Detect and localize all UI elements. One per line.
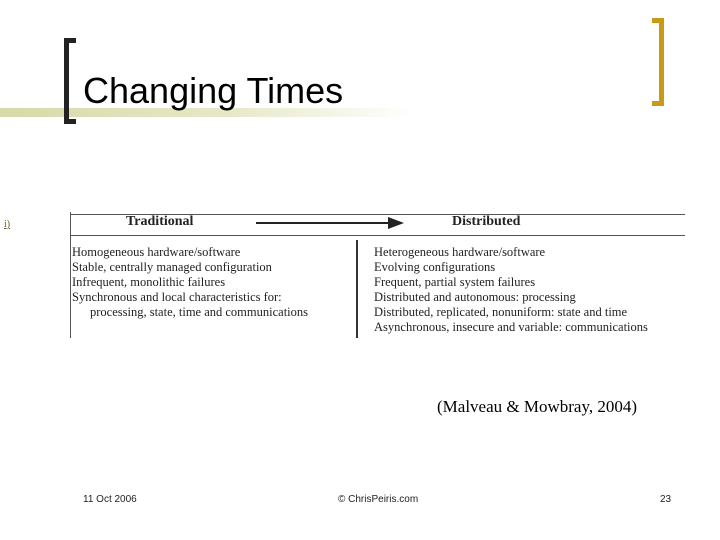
traditional-item: processing, state, time and communications xyxy=(90,305,309,319)
footer-page-number: 23 xyxy=(660,494,672,505)
stray-mark: i) xyxy=(4,219,11,230)
traditional-item: Synchronous and local characteristics for: xyxy=(72,290,282,304)
distributed-item: Heterogeneous hardware/software xyxy=(374,245,546,259)
distributed-item: Asynchronous, insecure and variable: communications xyxy=(374,320,648,334)
comparison-figure xyxy=(70,212,685,338)
right-title-bracket xyxy=(652,18,664,106)
traditional-heading: Traditional xyxy=(126,214,194,229)
footer-copyright: © ChrisPeiris.com xyxy=(338,494,419,505)
traditional-item: Stable, centrally managed configuration xyxy=(72,260,272,274)
distributed-item: Frequent, partial system failures xyxy=(374,275,536,289)
citation: (Malveau & Mowbray, 2004) xyxy=(437,397,638,416)
figure-left-rule xyxy=(70,212,71,338)
slide-title: Changing Times xyxy=(83,70,344,111)
figure-header-rule xyxy=(70,235,685,236)
distributed-heading: Distributed xyxy=(452,214,521,229)
column-divider xyxy=(356,240,358,338)
distributed-list xyxy=(374,245,648,335)
footer-date: 11 Oct 2006 xyxy=(83,494,137,505)
traditional-item: Infrequent, monolithic failures xyxy=(72,275,226,289)
distributed-item: Distributed and autonomous: processing xyxy=(374,290,576,304)
distributed-item: Distributed, replicated, nonuniform: state and time xyxy=(374,305,628,319)
right-arrow-icon xyxy=(256,216,406,230)
left-title-bracket xyxy=(64,38,76,124)
traditional-item: Homogeneous hardware/software xyxy=(72,245,241,259)
traditional-list xyxy=(72,245,308,320)
distributed-item: Evolving configurations xyxy=(374,260,496,274)
